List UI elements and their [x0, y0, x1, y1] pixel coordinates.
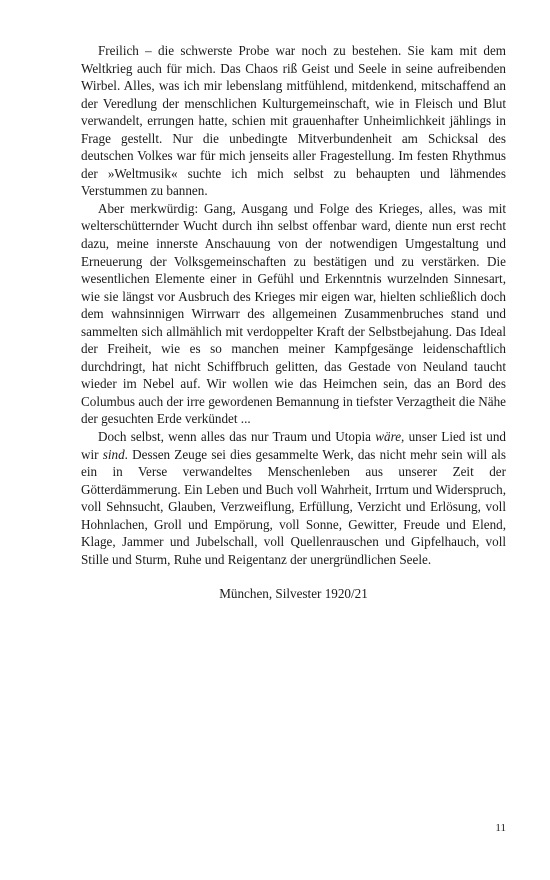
- paragraph-text: Freilich – die schwerste Probe war noch zu bestehen. Sie kam mit dem Weltkrieg auch für mich. Das Chaos riß Geist und Seele in seine aufreibenden Wirbel. Alles, was ich mir lebenslang mitfühlend, mitdenkend, mitschaffend an der Veredlung der menschlichen Kulturgemeinschaft, wie in Fleisch und Blut verwandelt, errungen hatte, schien mit grauenhafter Unheimlichkeit jählings in Frage gestellt. Nur die unbedingte Mitverbundenheit am Schicksal des deutschen Volkes war für mich jenseits aller Fragestellung. Im festen Rhythmus der »Weltmusik« suchte ich mich selbst zu behaupten und lähmendes Verstummen zu bannen.: [81, 43, 506, 199]
- paragraph-text: Doch selbst, wenn alles das nur Traum und Utopia: [98, 429, 376, 445]
- book-page-text: [81, 42, 506, 603]
- body-paragraph: [81, 200, 506, 428]
- body-paragraph: [81, 428, 506, 568]
- signature-place-date: München, Silvester 1920/21: [219, 586, 368, 602]
- paragraph-text: . Dessen Zeuge sei dies gesammelte Werk, das nicht mehr sein will als ein in Verse verwandeltes Menschenleben aus unserer Zeit der Götterdämmerung. Ein Leben und Buch voll Wahrheit, Irrtum und Widerspruch, voll Sehnsucht, Glauben, Verzweiflung, Erfüllung, Verzicht und Erlösung, voll Hohnlachen, Groll und Empörung, voll Sonne, Gewitter, Freude und Elend, Klage, Jammer und Jubelschall, voll Quellenrauschen und Gipfelhauch, voll Stille und Sturm, Ruhe und Reigentanz der unergründlichen Seele.: [81, 446, 506, 567]
- body-text: [81, 42, 506, 568]
- emphasis-text: wäre,: [375, 429, 405, 445]
- paragraph-text: Aber merkwürdig: Gang, Ausgang und Folge des Krieges, alles, was mit welterschütternder Wucht durch ihn selbst offenbar ward, diente nun erst recht dazu, meine innerste Anschauung von der notwendigen Umgestaltung und Erneuerung der Volksgemeinschaften zu bestätigen und zu verstärken. Die wesentlichen Elemente einer in Gefühl und Erkenntnis wurzelnden Sinnesart, wie sie längst vor Ausbruch des Krieges mir eigen war, hielten schließlich doch dem wahnsinnigen Wirrwarr des allgemeinen Zusammenbruches stand und sammelten sich allmählich mit verdoppelter Kraft der Selbstbejahung. Das Ideal der Freiheit, wie es so manchen meiner Kampfgesänge leidenschaftlich durchdringt, hat nicht Schiffbruch gelitten, das Gestade von Neuland taucht wieder im Nebel auf. Wir wollen wie das Heimchen sein, das an Bord des Columbus auch der irre gewordenen Bemannung in tiefster Verzagtheit die Nähe der gesuchten Erde verkündet ...: [81, 200, 506, 427]
- paragraph-text: unser Lied ist und wir: [81, 429, 506, 462]
- body-paragraph: [81, 42, 506, 200]
- page-number: 11: [495, 822, 506, 834]
- emphasis-text: sind: [102, 446, 125, 462]
